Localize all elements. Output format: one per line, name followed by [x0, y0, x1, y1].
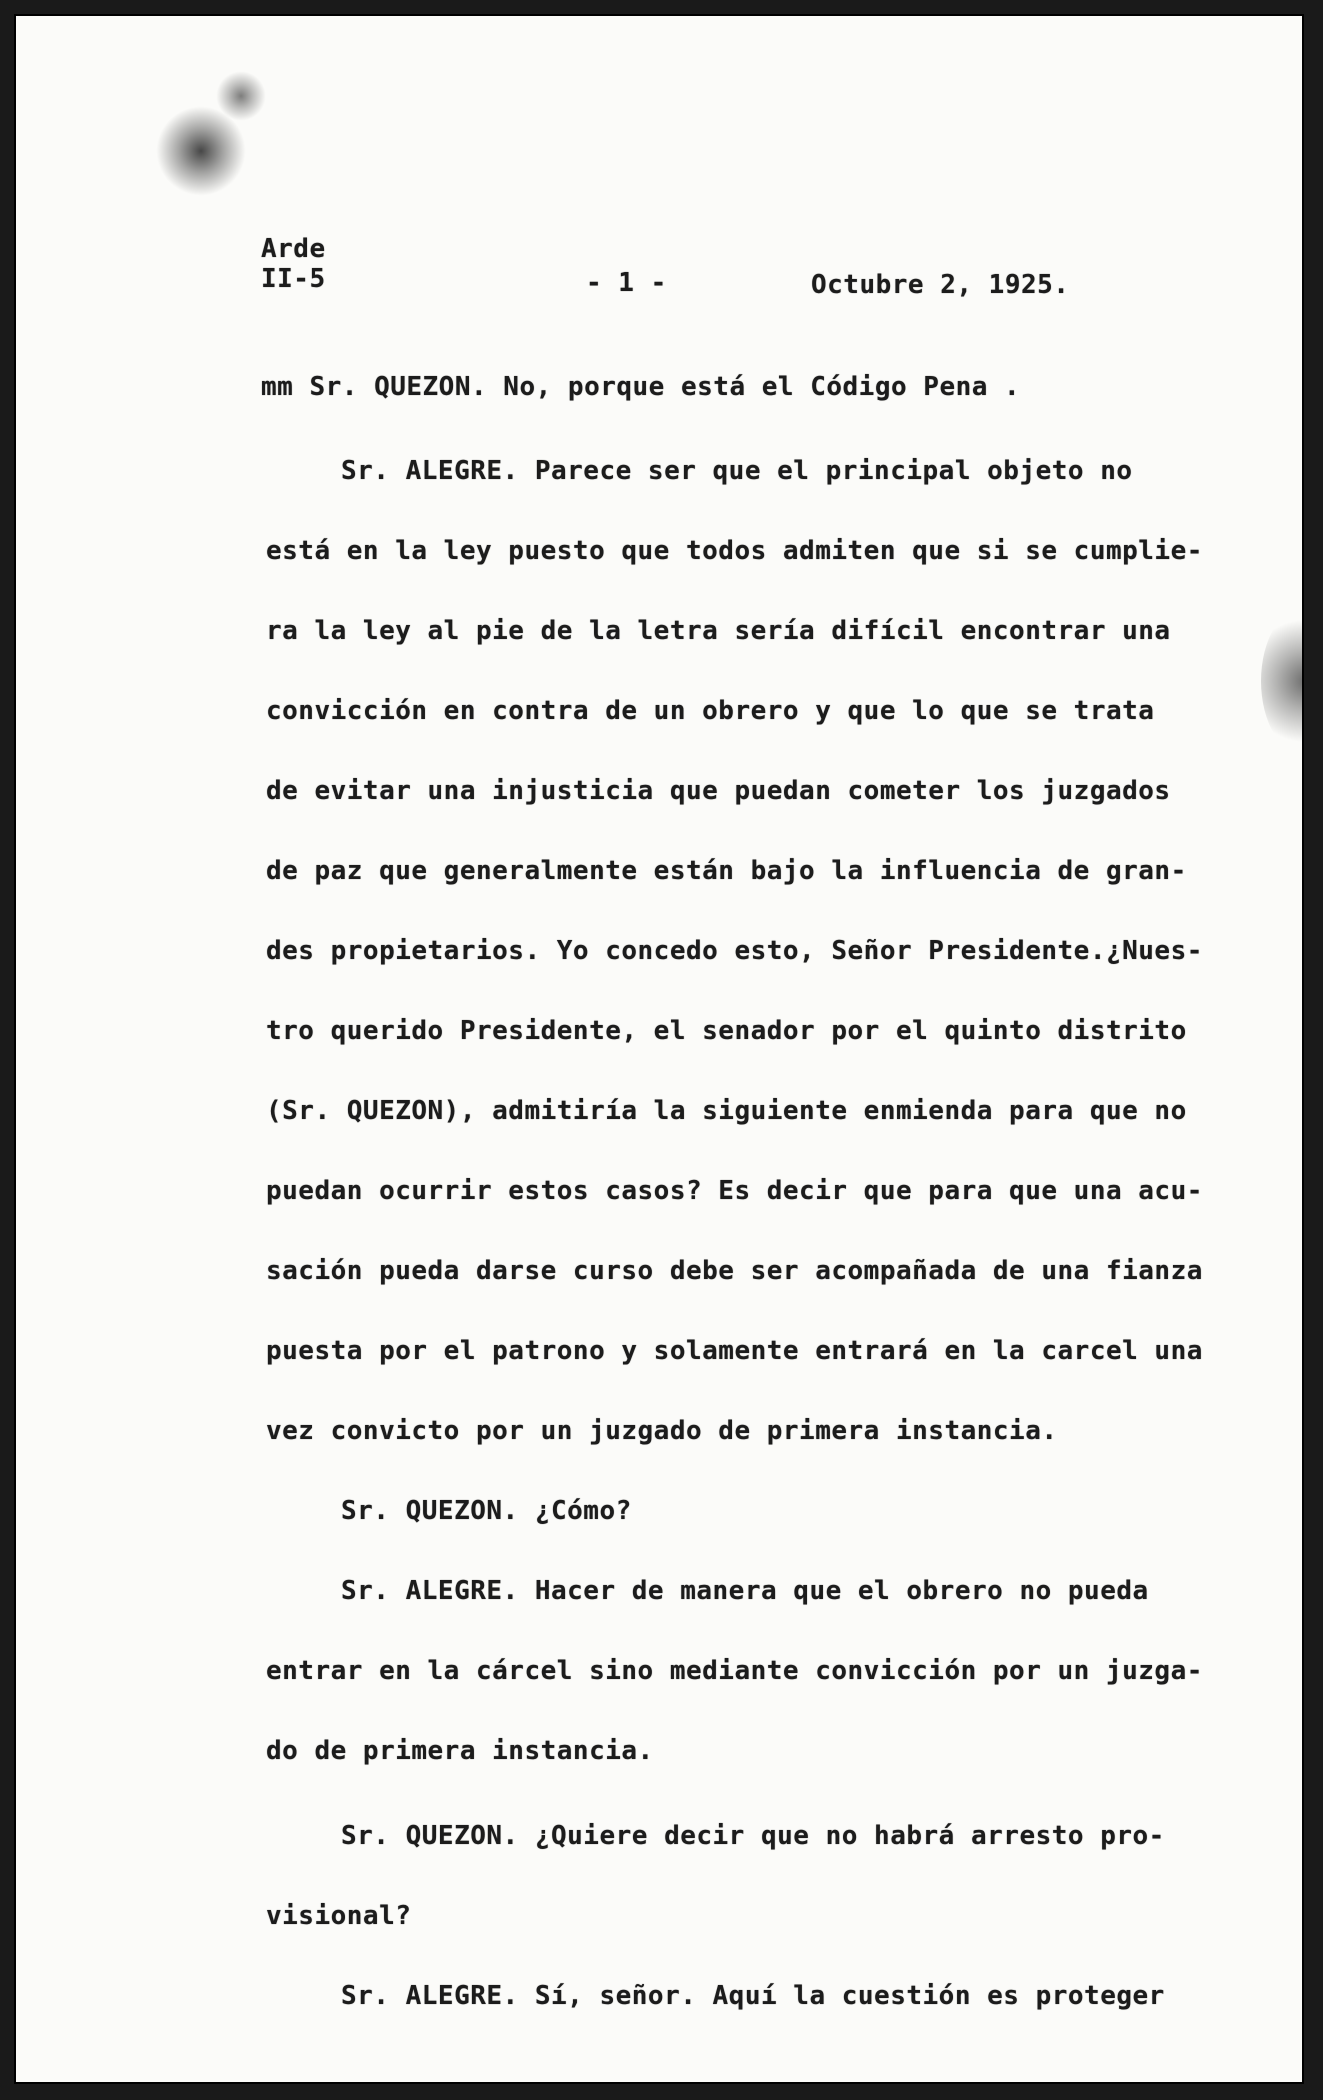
text-line: ra la ley al pie de la letra sería difícil encontrar una: [266, 616, 1171, 646]
text-line: do de primera instancia.: [266, 1736, 654, 1766]
text-line: está en la ley puesto que todos admiten que si se cumplie-: [266, 536, 1203, 566]
text-line: vez convicto por un juzgado de primera instancia.: [266, 1416, 1058, 1446]
text-line: tro querido Presidente, el senador por el quinto distrito: [266, 1016, 1187, 1046]
text-line: entrar en la cárcel sino mediante convicción por un juzga-: [266, 1656, 1203, 1686]
text-line: convicción en contra de un obrero y que lo que se trata: [266, 696, 1155, 726]
page-number: - 1 -: [586, 268, 667, 298]
ink-smudge: [1261, 606, 1304, 756]
document-date: Octubre 2, 1925.: [811, 270, 1070, 300]
text-line: Sr. QUEZON. ¿Cómo?: [341, 1496, 632, 1526]
text-line: de paz que generalmente están bajo la influencia de gran-: [266, 856, 1187, 886]
text-line: des propietarios. Yo concedo esto, Señor Presidente.¿Nues-: [266, 936, 1203, 966]
text-line: Sr. ALEGRE. Parece ser que el principal objeto no: [341, 456, 1133, 486]
text-line: Sr. QUEZON. ¿Quiere decir que no habrá arresto pro-: [341, 1821, 1165, 1851]
text-line: Sr. ALEGRE. Sí, señor. Aquí la cuestión es proteger: [341, 1981, 1165, 2011]
text-line: Sr. ALEGRE. Hacer de manera que el obrero no pueda: [341, 1576, 1149, 1606]
text-line: visional?: [266, 1901, 412, 1931]
text-line: (Sr. QUEZON), admitiría la siguiente enmienda para que no: [266, 1096, 1187, 1126]
document-page: [14, 14, 1304, 2084]
ink-smudge: [216, 71, 266, 121]
text-line: mm Sr. QUEZON. No, porque está el Código Pena .: [261, 372, 1021, 402]
text-line: puedan ocurrir estos casos? Es decir que para que una acu-: [266, 1176, 1203, 1206]
text-line: puesta por el patrono y solamente entrará en la carcel una: [266, 1336, 1203, 1366]
reference-code: II-5: [261, 264, 326, 294]
reference-code: Arde: [261, 234, 326, 264]
text-line: de evitar una injusticia que puedan cometer los juzgados: [266, 776, 1171, 806]
text-line: sación pueda darse curso debe ser acompañada de una fianza: [266, 1256, 1203, 1286]
